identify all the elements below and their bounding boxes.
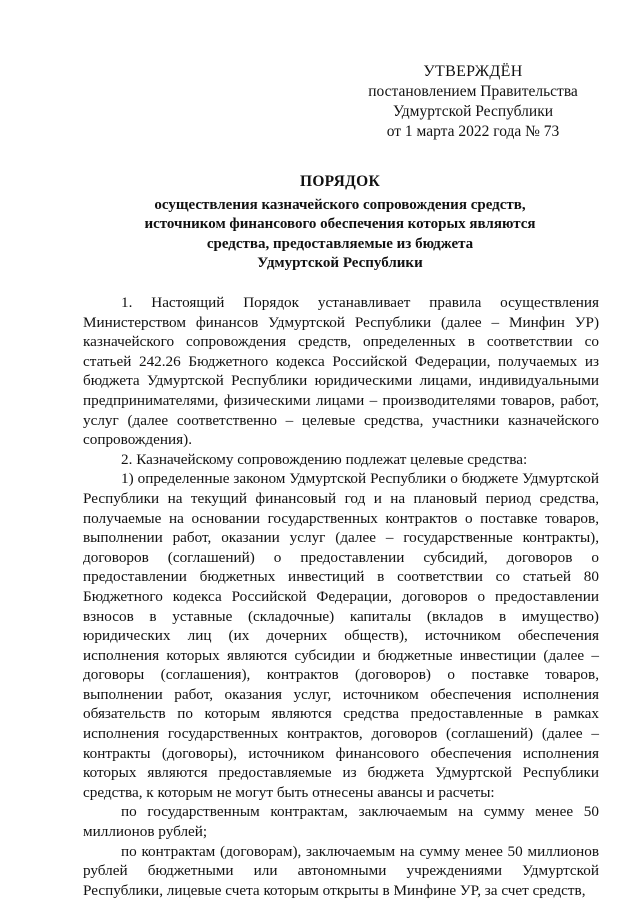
title-line: осуществления казначейского сопровождения средств, — [154, 196, 526, 213]
title-heading: ПОРЯДОК — [299, 173, 381, 190]
title-line: средства, предоставляемые из бюджета — [206, 235, 474, 252]
paragraph: 2. Казначейскому сопровождению подлежат целевые средства: — [121, 450, 528, 468]
paragraph: 1) определенные законом Удмуртской Республики о бюджете Удмуртской Республики на текущий финансовый год и на плановый период средства, получаемые на основании государственных контрактов о поставке товаров, выполнении работ, оказании услуг (далее – государственные контракты), договоров (соглашений) о предоставлении субсидий, договоров о предоставлении бюджетных инвестиций в соответствии со статьей 80 Бюджетного кодекса Российской Федерации, договоров о предоставлении взносов в уставные (складочные) капиталы (вкладов в имущество) юридических лиц (их дочерних обществ), источником обеспечения исполнения которых являются субсидии и бюджетные инвестиции (далее – договоры (соглашения), контрактов (договоров) о поставке товаров, выполнении работ, оказания услуг, источником обеспечения исполнения обязательств по которым являются средства предоставленные в рамках исполнения государственных контрактов, договоров (соглашений) (далее – контракты (договоры), источником финансового обеспечения исполнения которых являются предоставляемые из бюджета Удмуртской Республики средства, к которым не могут быть отнесены авансы и расчеты: — [83, 470, 599, 801]
approval-block — [358, 62, 588, 142]
paragraph: по контрактам (договорам), заключаемым на сумму менее 50 миллионов рублей бюджетными или автономными учреждениями Удмуртской Республики, лицевые счета которым открыты в Минфине УР, за счет средств, — [83, 842, 599, 899]
paragraph: 1. Настоящий Порядок устанавливает правила осуществления Министерством финансов Удмуртской Республики (далее – Минфин УР) казначейского сопровождения средств, определенных в соответствии со статьей 242.26 Бюджетного кодекса Российской Федерации, получаемых из бюджета Удмуртской Республики юридическими лицами, индивидуальными предпринимателями, физическими лицами – производителями товаров, работ, услуг (далее соответственно – целевые средства, участники казначейского сопровождения). — [83, 294, 599, 449]
document-body — [83, 293, 599, 900]
document-title — [60, 172, 620, 274]
approval-line: Удмуртской Республики — [392, 103, 554, 120]
approval-stamp: УТВЕРЖДЁН — [423, 63, 523, 80]
title-line: Удмуртской Республики — [257, 255, 423, 271]
approval-line: от 1 марта 2022 года № 73 — [386, 123, 560, 140]
title-line: источником финансового обеспечения которых являются — [144, 216, 536, 232]
approval-line: постановлением Правительства — [368, 83, 578, 100]
paragraph: по государственным контрактам, заключаемым на сумму менее 50 миллионов рублей; — [83, 803, 599, 841]
